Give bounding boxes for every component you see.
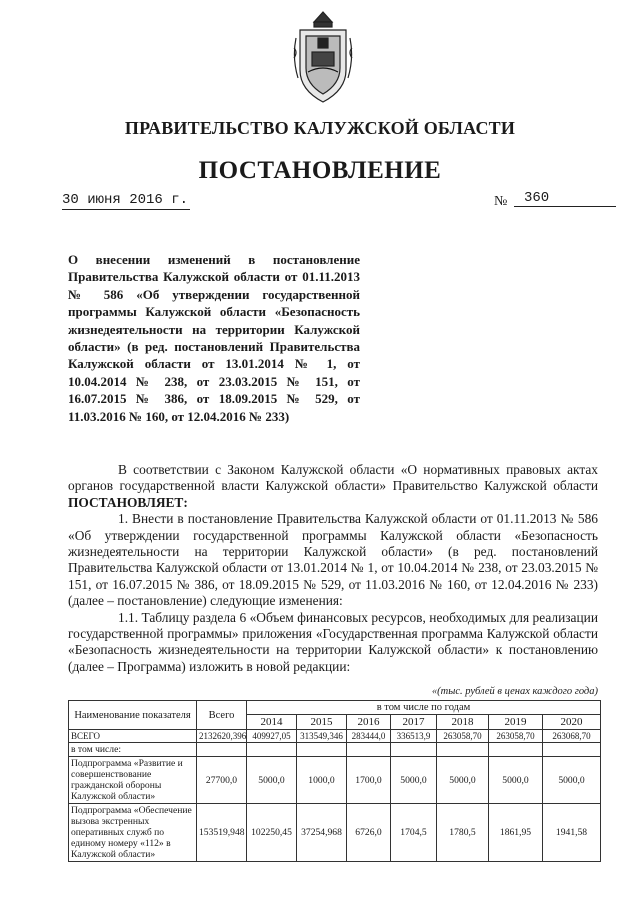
row-name: Подпрограмма «Обеспечение вызова экстренных оперативных служб по единому номеру «112» в Калужской области» xyxy=(69,804,197,862)
header-year: 2018 xyxy=(437,715,489,730)
row-total-value: 27700,0 xyxy=(197,757,247,804)
row-year-value: 1780,5 xyxy=(437,804,489,862)
coat-of-arms-emblem xyxy=(292,8,354,110)
row-year-value: 5000,0 xyxy=(489,757,543,804)
intro-text: В соответствии с Законом Калужской области «О нормативных правовых актах органов государственной власти Калужской области» Правительство Калужской области xyxy=(68,462,598,494)
intro-paragraph xyxy=(68,462,598,511)
header-total: Всего xyxy=(197,701,247,730)
row-year-value: 102250,45 xyxy=(247,804,297,862)
row-year-value: 1861,95 xyxy=(489,804,543,862)
table-units-note: «(тыс. рублей в ценах каждого года) xyxy=(431,686,598,697)
row-year-value: 1941,58 xyxy=(543,804,601,862)
resolves-keyword: ПОСТАНОВЛЯЕТ: xyxy=(68,494,188,510)
document-number-label: № xyxy=(494,194,508,209)
header-year: 2020 xyxy=(543,715,601,730)
header-years-group: в том числе по годам xyxy=(247,701,601,715)
table-row-total xyxy=(69,730,601,743)
header-year: 2014 xyxy=(247,715,297,730)
document-type-title: ПОСТАНОВЛЕНИЕ xyxy=(198,157,442,184)
row-year-value: 283444,0 xyxy=(347,730,391,743)
header-indicator-name: Наименование показателя xyxy=(69,701,197,730)
row-year-value: 37254,968 xyxy=(297,804,347,862)
government-name: ПРАВИТЕЛЬСТВО КАЛУЖСКОЙ ОБЛАСТИ xyxy=(124,118,516,138)
header-year: 2016 xyxy=(347,715,391,730)
row-including-label: в том числе: xyxy=(69,743,197,757)
header-year: 2017 xyxy=(391,715,437,730)
row-name: ВСЕГО xyxy=(69,730,197,743)
row-name: Подпрограмма «Развитие и совершенствование гражданской обороны Калужской области» xyxy=(69,757,197,804)
row-year-value: 1704,5 xyxy=(391,804,437,862)
financing-table xyxy=(68,700,601,862)
row-year-value: 5000,0 xyxy=(543,757,601,804)
row-year-value: 6726,0 xyxy=(347,804,391,862)
table-row-including xyxy=(69,743,601,757)
document-number: 360 xyxy=(514,190,616,207)
row-year-value: 263058,70 xyxy=(489,730,543,743)
row-year-value: 5000,0 xyxy=(247,757,297,804)
row-year-value: 336513,9 xyxy=(391,730,437,743)
row-total-value: 2132620,396 xyxy=(197,730,247,743)
header-year: 2015 xyxy=(297,715,347,730)
row-year-value: 313549,346 xyxy=(297,730,347,743)
row-year-value: 5000,0 xyxy=(391,757,437,804)
paragraph-1: 1. Внести в постановление Правительства Калужской области от 01.11.2013 № 586 «Об утверждении государственной программы Калужской области «Безопасность жизнедеятельности на территории Калужской области» (в ред. постановлений Правительства Калужской области от 13.01.2014 № 1, от 10.04.2014 № 238, от 23.03.2015 № 151, от 16.07.2015 № 386, от 18.09.2015 № 529, от 11.03.2016 № 160, от 12.04.2016 № 233) (далее – постановление) следующие изменения: xyxy=(68,511,598,609)
row-year-value: 409927,05 xyxy=(247,730,297,743)
row-year-value: 263068,70 xyxy=(543,730,601,743)
document-body xyxy=(68,462,598,675)
row-total-value: 153519,948 xyxy=(197,804,247,862)
row-year-value: 263058,70 xyxy=(437,730,489,743)
paragraph-1-1: 1.1. Таблицу раздела 6 «Объем финансовых ресурсов, необходимых для реализации государственной программы» приложения «Государственная программа Калужской области «Безопасность жизнедеятельности на территории Калужской области» к постановлению (далее – Программа) изложить в новой редакции: xyxy=(68,609,598,674)
header-year: 2019 xyxy=(489,715,543,730)
row-year-value: 1000,0 xyxy=(297,757,347,804)
table-row xyxy=(69,757,601,804)
document-subject: О внесении изменений в постановление Правительства Калужской области от 01.11.2013 № 586 «Об утверждении государственной программы Калужской области «Безопасность жизнедеятельности на территории Калужской области» (в ред. постановлений Правительства Калужской области от 13.01.2014 № 1, от 10.04.2014 № 238, от 23.03.2015 № 151, от 16.07.2015 № 386, от 18.09.2015 № 529, от 11.03.2016 № 160, от 12.04.2016 № 233) xyxy=(68,252,360,424)
row-year-value: 5000,0 xyxy=(437,757,489,804)
row-year-value: 1700,0 xyxy=(347,757,391,804)
document-date: 30 июня 2016 г. xyxy=(62,192,189,208)
table-row xyxy=(69,804,601,862)
